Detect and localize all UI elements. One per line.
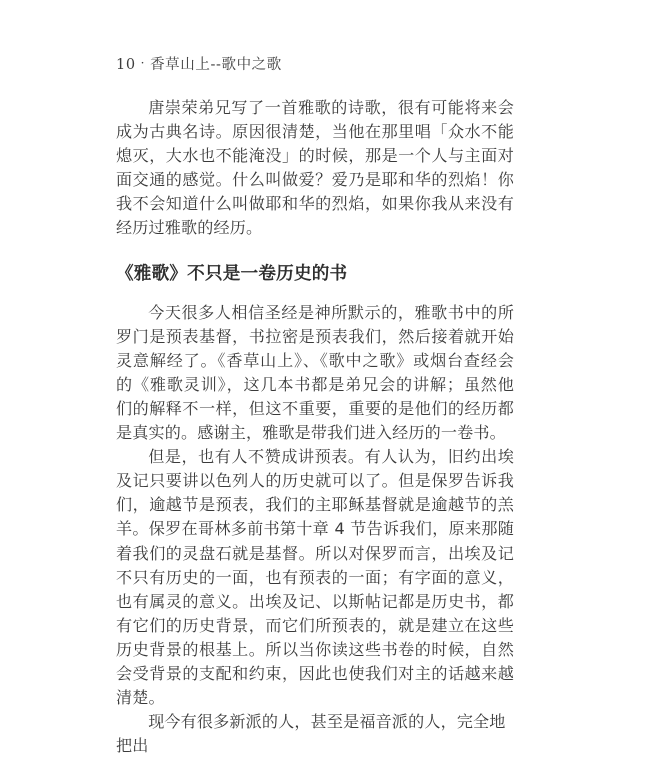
heading-spacer-above (116, 241, 514, 262)
heading-spacer-below (116, 286, 514, 301)
paragraph-3: 但是，也有人不赞成讲预表。有人认为，旧约出埃及记只要讲以色列人的历史就可以了。但是保罗告诉我们，逾越节是预表，我们的主耶稣基督就是逾越节的羔羊。保罗在哥林多前书第十章 4 节告诉我们，原来那随着我们的灵盘石就是基督。所以对保罗而言，出埃及记不只有历史的一面，也有预表的一面；有字面的意义，也有属灵的意义。出埃及记、以斯帖记都是历史书，都有它们的历史背景，而它们所预表的，就是建立在这些历史背景的根基上。所以当你读这些书卷的时候，自然会受背景的支配和约束，因此也使我们对主的话越来越清楚。 (116, 447, 514, 708)
running-head (116, 53, 282, 74)
page-number: 10 (116, 57, 136, 73)
paragraph-2: 今天很多人相信圣经是神所默示的，雅歌书中的所罗门是预表基督，书拉密是预表我们，然后接着就开始灵意解经了。《香草山上》、《歌中之歌》或烟台查经会的《雅歌灵训》，这几本书都是弟兄会的讲解；虽然他们的解释不一样，但这不重要，重要的是他们的经历都是真实的。感谢主，雅歌是带我们进入经历的一卷书。 (116, 302, 514, 443)
body-text-column (116, 96, 514, 758)
section-heading-1: 《雅歌》不只是一卷历史的书 (116, 263, 348, 284)
paragraph-1: 唐崇荣弟兄写了一首雅歌的诗歌，很有可能将来会成为古典名诗。原因很清楚，当他在那里唱「众水不能熄灭，大水也不能淹没」的时候，那是一个人与主面对面交通的感觉。什么叫做爱？爱乃是耶和华的烈焰！你我不会知道什么叫做耶和华的烈焰，如果你我从来没有经历过雅歌的经历。 (116, 98, 514, 238)
running-head-title: 香草山上--歌中之歌 (150, 57, 282, 73)
running-head-separator: · (140, 56, 146, 70)
paragraph-4: 现今有很多新派的人，甚至是福音派的人，完全地把出 (116, 712, 506, 756)
